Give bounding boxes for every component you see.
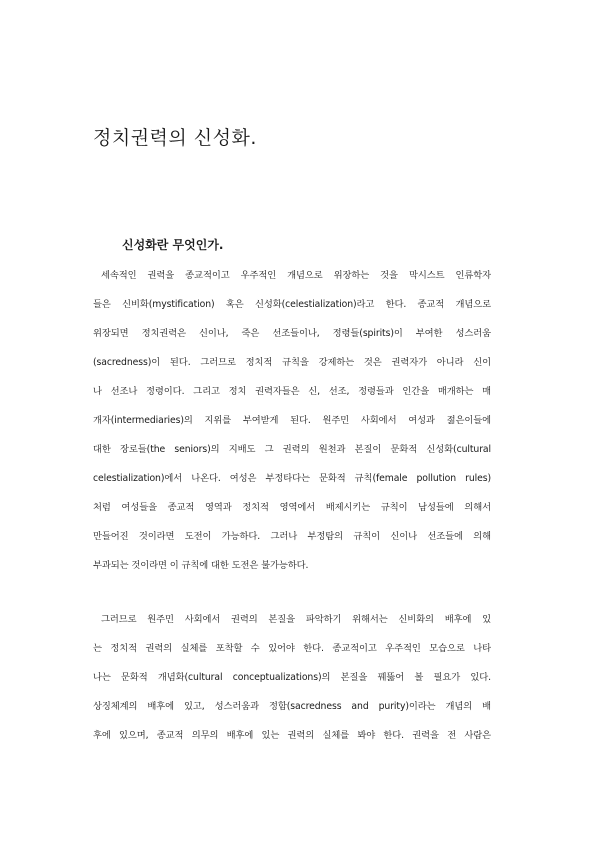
paragraph-2: [93, 605, 491, 750]
paragraph-line: 그러므로 원주민 사회에서 권력의 본질을 파악하기 위해서는 신비화의 배후에 있: [101, 614, 491, 625]
paragraph-line: 들은 신비화(mystification) 혹은 신성화(celestialization)라고 한다. 종교적 개념으로: [93, 299, 491, 310]
paragraph-line: 위장되면 정치권력은 신이나, 죽은 선조들이나, 정령들(spirits)이 부여한 성스러움: [93, 328, 491, 339]
paragraph-line: 나는 문화적 개념화(cultural conceptualizations)의 본질을 꿰뚫어 볼 필요가 있다.: [93, 672, 491, 683]
paragraph-line: 나 선조나 정령이다. 그리고 정치 권력자들은 신, 선조, 정령들과 인간을 매개하는 매: [93, 386, 491, 397]
section-heading: 신성화란 무엇인가.: [122, 237, 224, 252]
paragraph-line: 상징체계의 배후에 있고, 성스러움과 정함(sacredness and purity)이라는 개념의 배: [93, 701, 491, 712]
paragraph-line: 개자(intermediaries)의 지위를 부여받게 된다. 원주민 사회에서 여성과 젊은이들에: [93, 415, 491, 426]
paragraph-line: 세속적인 권력을 종교적이고 우주적인 개념으로 위장하는 것을 막시스트 인류학자: [101, 270, 491, 281]
paragraph-line: 후에 있으며, 종교적 의무의 배후에 있는 권력의 실체를 봐야 한다. 권력을 전 사람은: [93, 730, 491, 741]
page-title: 정치권력의 신성화.: [93, 126, 257, 149]
paragraph-line: 처럼 여성들을 종교적 영역과 정치적 영역에서 배제시키는 규칙이 남성들에 의해서: [93, 502, 491, 513]
paragraph-line: 만들어진 것이라면 도전이 가능하다. 그러나 부정탐의 규칙이 신이나 선조들에 의해: [93, 531, 491, 542]
paragraph-1: [93, 261, 491, 580]
paragraph-line: celestialization)에서 나온다. 여성은 부정타다는 문화적 규칙(female pollution rules): [93, 473, 491, 484]
paragraph-line: (sacredness)이 된다. 그러므로 정치적 규칙을 강제하는 것은 권력자가 아니라 신이: [93, 357, 491, 368]
paragraph-line: 부과되는 것이라면 이 규칙에 대한 도전은 불가능하다.: [93, 560, 309, 571]
paragraph-line: 는 정치적 권력의 실체를 포착할 수 있어야 한다. 종교적이고 우주적인 모습으로 나타: [93, 643, 491, 654]
paragraph-line: 대한 장로들(the seniors)의 지배도 그 권력의 원천과 본질이 문화적 신성화(cultural: [93, 444, 491, 455]
